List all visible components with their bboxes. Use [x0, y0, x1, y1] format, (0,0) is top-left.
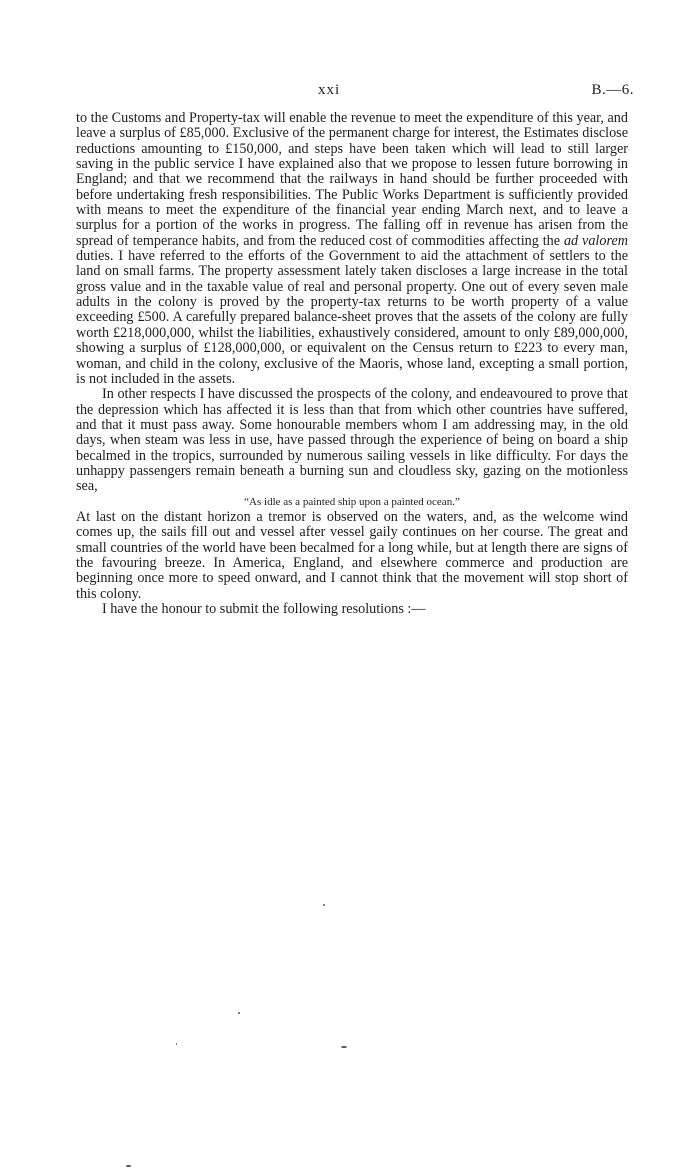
paper-speck: [341, 1046, 347, 1048]
page-header: [0, 82, 700, 104]
paper-speck: [176, 1043, 177, 1045]
paragraph-breeze: At last on the distant horizon a tremor is observed on the waters, and, as the welcome wind comes up, the sails fill out and vessel after vessel gaily continues on her course. The great and small countries of the world have been becalmed for a long while, but at length there are signs of the favouring breeze. In America, England, and elsewhere commerce and production are beginning once more to speed onward, and I cannot think that the movement will stop short of this colony.: [76, 508, 628, 602]
document-reference: B.—6.: [591, 82, 634, 98]
paper-speck: [238, 1012, 240, 1014]
paper-speck: [323, 904, 325, 906]
quotation: “As idle as a painted ship upon a painted ocean.”: [244, 495, 460, 508]
body-text: [76, 111, 628, 617]
page-number: xxi: [318, 82, 341, 98]
paragraph-finances-part-2: duties. I have referred to the efforts of the Government to aid the attachment of settlers to the land on small farms. The property assessment lately taken discloses a large increase in the total gross value and in the taxable value of real and personal property. One out of every seven male adults in the colony is proved by the property-tax returns to be worth property of a value exceeding £500. A carefully prepared balance-sheet proves that the assets of the colony are fully worth £218,000,000, whilst the liabilities, exhaustively considered, amount to only £89,000,000, showing a surplus of £128,000,000, or equivalent on the Census return to £223 to every man, woman, and child in the colony, exclusive of the Maoris, whose land, excepting a small portion, is not included in the assets.: [76, 248, 628, 387]
paper-speck: [126, 1165, 131, 1167]
paragraph-finances: [76, 111, 628, 387]
paragraph-prospects: In other respects I have discussed the prospects of the colony, and endeavoured to prove that the depression which has affected it is less than that from which other countries have suffered, and that it must pass away. Some honourable members whom I am addressing may, in the old days, when steam was less in use, have passed through the experience of being on board a ship becalmed in the tropics, surrounded by numerous sailing vessels in like difficulty. For days the unhappy passengers remain beneath a burning sun and cloudless sky, gazing on the motionless sea,: [76, 386, 628, 495]
paragraph-finances-part-1: to the Customs and Property-tax will enable the revenue to meet the expenditure of this year, and leave a surplus of £85,000. Exclusive of the permanent charge for interest, the Estimates disclose reductions amounting to £150,000, and steps have been taken which will lead to still larger saving in the public service I have explained also that we propose to lessen future borrowing in England; and that we recommend that the railways in hand should be further proceeded with before undertaking fresh responsibilities. The Public Works Department is sufficiently provided with means to meet the expenditure of the financial year ending March next, and to leave a surplus for a portion of the works in progress. The falling off in revenue has arisen from the spread of temperance habits, and from the reduced cost of commodities affecting the: [76, 110, 628, 249]
paragraph-resolutions: I have the honour to submit the following resolutions :—: [102, 601, 426, 617]
italic-phrase: ad valorem: [563, 232, 628, 249]
